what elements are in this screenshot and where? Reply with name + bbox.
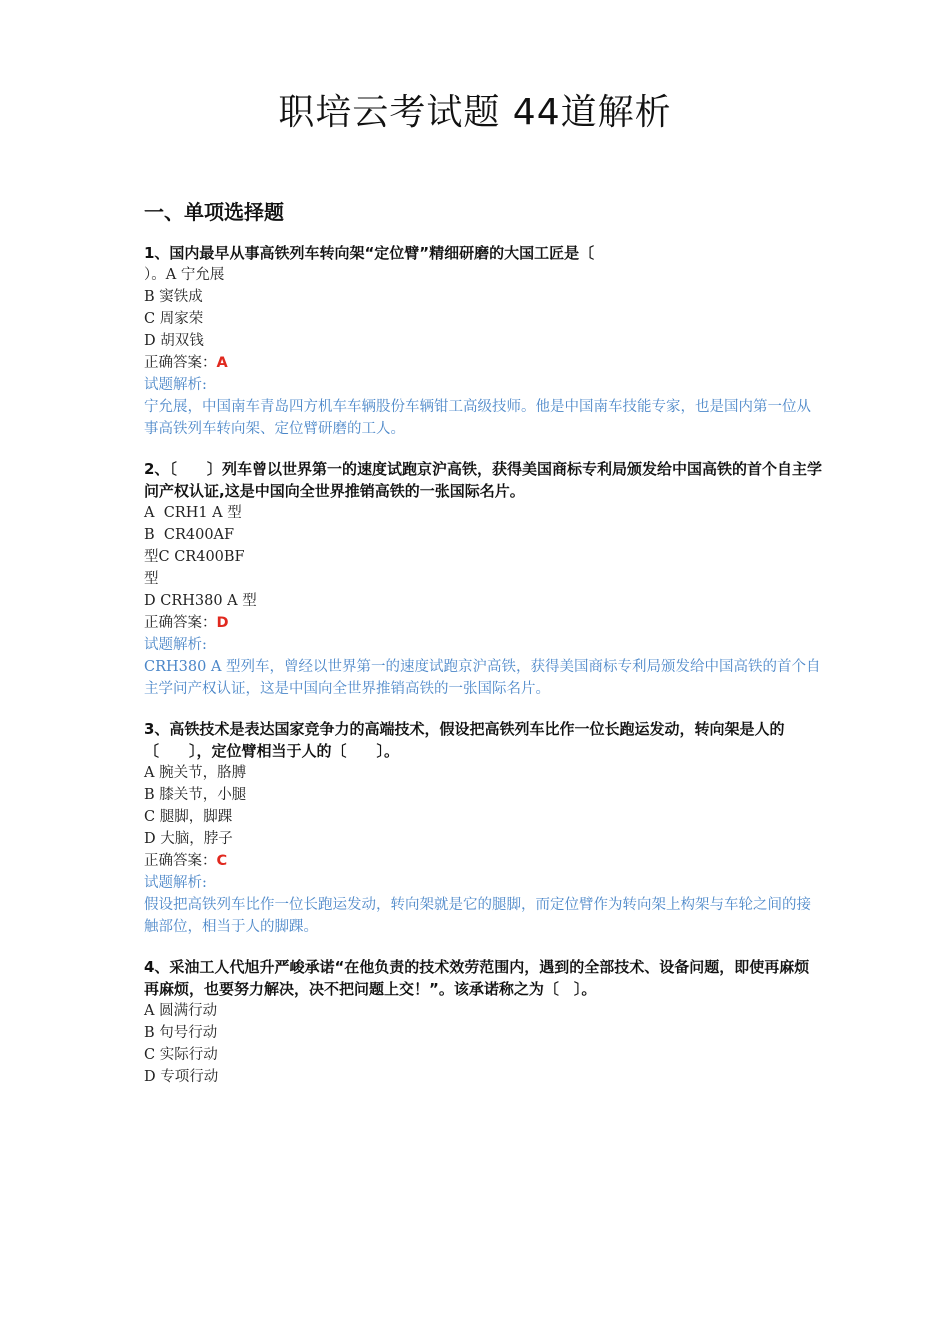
- question-stem: 4、采油工人代旭升严峻承诺“在他负责的技术效劳范围内，遇到的全部技术、设备问题，即使再麻烦再麻烦，也要努力解决，决不把问题上交！”。该承诺称之为〔 〕。: [144, 958, 810, 998]
- option-c: C 周家荣: [144, 311, 204, 327]
- question-4: [144, 956, 824, 1088]
- option-c: C 实际行动: [144, 1047, 218, 1063]
- answer-value: A: [216, 355, 228, 371]
- explanation-label: 试题解析:: [144, 637, 207, 653]
- answer-value: D: [216, 615, 229, 631]
- option-b: B 窦铁成: [144, 289, 203, 305]
- section-heading: 一、单项选择题: [144, 200, 284, 224]
- option-c: C 腿脚，脚踝: [144, 809, 233, 825]
- explanation-text: CRH380 A 型列车，曾经以世界第一的速度试跑京沪高铁，获得美国商标专利局颁发给中国高铁的首个自主学问产权认证，这是中国向全世界推销高铁的一张国际名片。: [144, 659, 821, 697]
- question-2: [144, 458, 824, 700]
- option-b: B CR400AF: [144, 527, 235, 543]
- question-line: ）。A 宁允展: [144, 267, 225, 283]
- option-d: D 大脑，脖子: [144, 831, 233, 847]
- explanation-label: 试题解析:: [144, 377, 207, 393]
- answer-line: [144, 850, 824, 872]
- document-title: 职培云考试题 44道解析: [278, 92, 672, 133]
- question-stem: 1、国内最早从事高铁列车转向架“定位臂”精细研磨的大国工匠是〔: [144, 244, 595, 262]
- answer-label: 正确答案：: [144, 853, 217, 869]
- explanation-label: 试题解析:: [144, 875, 207, 891]
- answer-line: [144, 612, 824, 634]
- option-d: D CRH380 A 型: [144, 593, 257, 609]
- explanation-text: 假设把高铁列车比作一位长跑运发动，转向架就是它的腿脚，而定位臂作为转向架上构架与车轮之间的接触部位，相当于人的脚踝。: [144, 897, 811, 935]
- option-a: A 腕关节，胳膊: [144, 765, 247, 781]
- option-c: 型C CR400BF: [144, 549, 245, 565]
- option-a: A CRH1 A 型: [144, 505, 242, 521]
- question-stem: 2、〔 〕列车曾以世界第一的速度试跑京沪高铁，获得美国商标专利局颁发给中国高铁的首个自主学问产权认证,这是中国向全世界推销高铁的一张国际名片。: [144, 460, 822, 500]
- answer-line: [144, 352, 824, 374]
- option-d: D 专项行动: [144, 1069, 219, 1085]
- option-continuation: 型: [144, 571, 159, 587]
- question-3: [144, 718, 824, 938]
- option-b: B 句号行动: [144, 1025, 218, 1041]
- answer-value: C: [216, 853, 228, 869]
- option-b: B 膝关节，小腿: [144, 787, 247, 803]
- question-stem: 3、高铁技术是表达国家竞争力的高端技术，假设把高铁列车比作一位长跑运发动，转向架是人的〔 〕，定位臂相当于人的〔 〕。: [144, 720, 785, 760]
- answer-label: 正确答案：: [144, 355, 217, 371]
- option-d: D 胡双钱: [144, 333, 204, 349]
- question-1: [144, 242, 824, 440]
- document-body: [144, 196, 824, 1106]
- explanation-text: 宁允展，中国南车青岛四方机车车辆股份车辆钳工高级技师。他是中国南车技能专家，也是国内第一位从事高铁列车转向架、定位臂研磨的工人。: [144, 399, 811, 437]
- option-a: A 圆满行动: [144, 1003, 218, 1019]
- answer-label: 正确答案：: [144, 615, 217, 631]
